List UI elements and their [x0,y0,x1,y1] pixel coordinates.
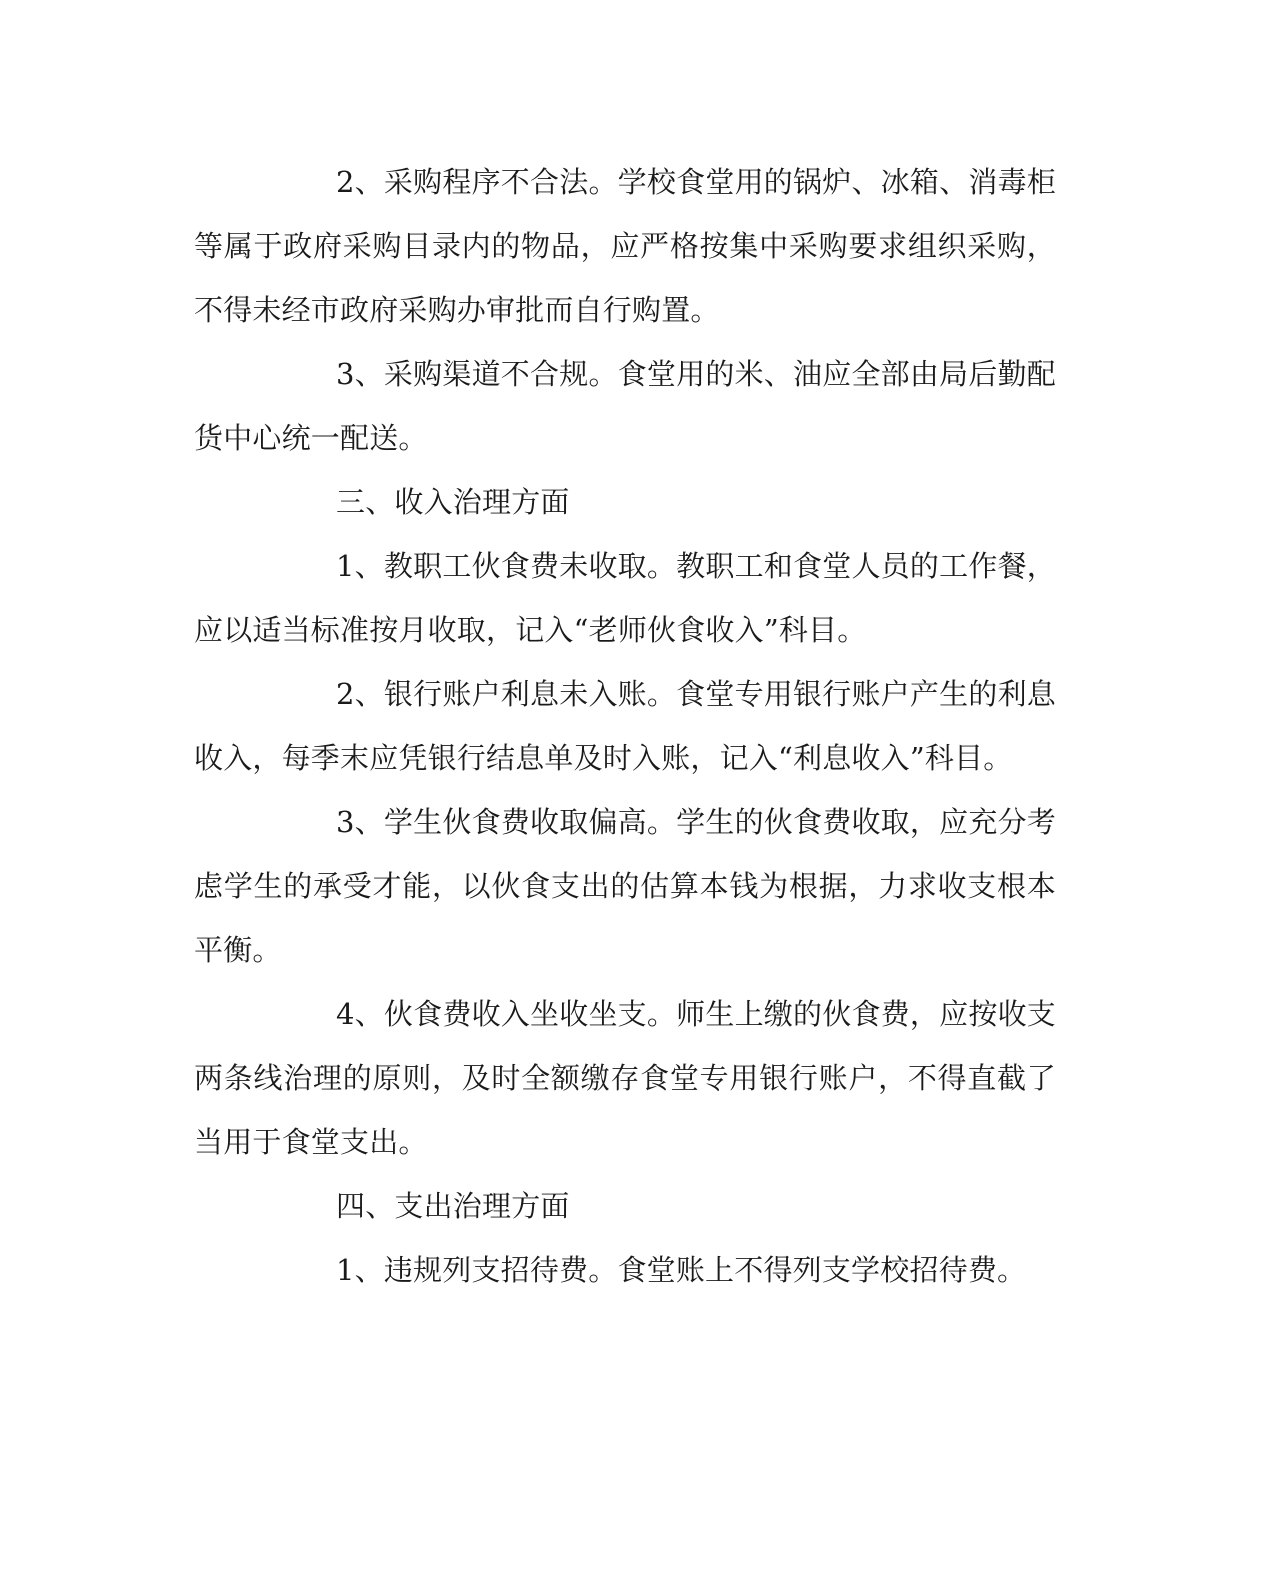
section-heading-expenditure: 四、支出治理方面 [336,1189,570,1223]
paragraph-student-meal-fee: 3、学生伙食费收取偏高。学生的伙食费收取，应充分考虑学生的承受才能，以伙食支出的估算本钱为根据，力求收支根本平衡。 [194,805,1056,967]
paragraph-staff-meal-fee: 1、教职工伙食费未收取。教职工和食堂人员的工作餐，应以适当标准按月收取，记入“老师伙食收入”科目。 [194,549,1056,647]
paragraph-bank-interest: 2、银行账户利息未入账。食堂专用银行账户产生的利息收入，每季末应凭银行结息单及时入账，记入“利息收入”科目。 [194,677,1056,775]
paragraph-procurement-channel: 3、采购渠道不合规。食堂用的米、油应全部由局后勤配货中心统一配送。 [194,357,1056,455]
document-body [194,150,1056,1302]
section-heading-income: 三、收入治理方面 [336,485,570,519]
paragraph-entertainment-expense: 1、违规列支招待费。食堂账上不得列支学校招待费。 [336,1253,1027,1287]
paragraph-meal-fee-handling: 4、伙食费收入坐收坐支。师生上缴的伙食费，应按收支两条线治理的原则，及时全额缴存食堂专用银行账户，不得直截了当用于食堂支出。 [194,997,1056,1159]
paragraph-procurement-procedure: 2、采购程序不合法。学校食堂用的锅炉、冰箱、消毒柜等属于政府采购目录内的物品，应严格按集中采购要求组织采购，不得未经市政府采购办审批而自行购置。 [194,165,1056,327]
